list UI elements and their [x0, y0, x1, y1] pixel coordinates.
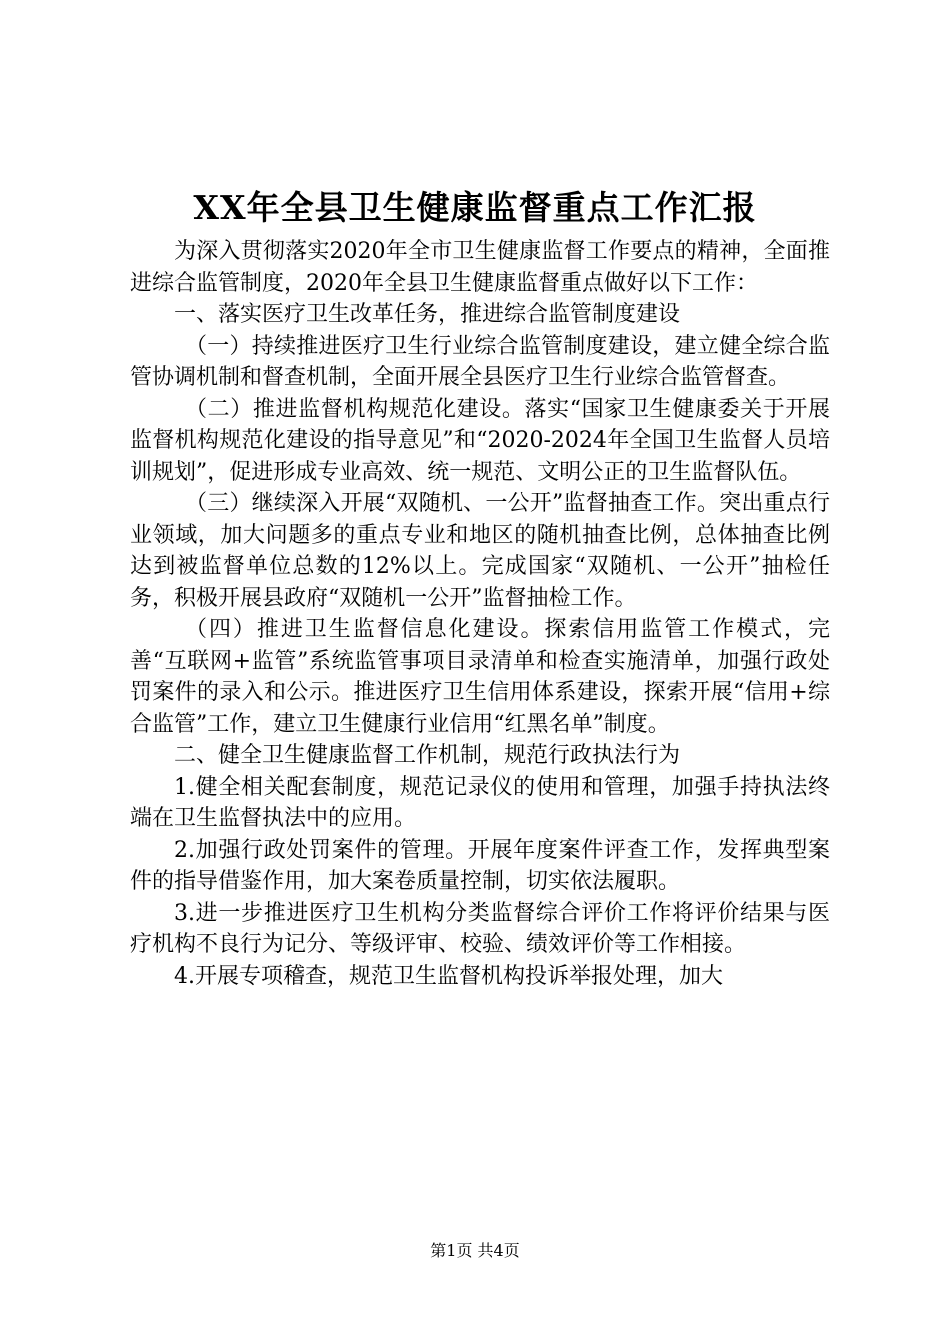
paragraph-point-1: 1.健全相关配套制度，规范记录仪的使用和管理，加强手持执法终端在卫生监督执法中的应用。: [130, 774, 830, 831]
document-body: [130, 236, 830, 992]
paragraph-intro: 为深入贯彻落实2020年全市卫生健康监督工作要点的精神，全面推进综合监管制度，2020年全县卫生健康监督重点做好以下工作：: [130, 239, 830, 296]
document-title: XX年全县卫生健康监督重点工作汇报: [193, 188, 757, 227]
paragraph-point-3: 3.进一步推进医疗卫生机构分类监督综合评价工作将评价结果与医疗机构不良行为记分、等级评审、校验、绩效评价等工作相接。: [130, 900, 830, 957]
paragraph-point-4: 4.开展专项稽查，规范卫生监督机构投诉举报处理，加大: [174, 963, 723, 989]
paragraph-item-2: （二）推进监督机构规范化建设。落实“国家卫生健康委关于开展监督机构规范化建设的指导意见”和“2020-2024年全国卫生监督人员培训规划”，促进形成专业高效、统一规范、文明公正的卫生监督队伍。: [130, 396, 830, 485]
paragraph-item-3: （三）继续深入开展“双随机、一公开”监督抽查工作。突出重点行业领域，加大问题多的重点专业和地区的随机抽查比例，总体抽查比例达到被监督单位总数的12%以上。完成国家“双随机、一公开”抽检任务，积极开展县政府“双随机一公开”监督抽检工作。: [130, 491, 830, 611]
paragraph-point-2: 2.加强行政处罚案件的管理。开展年度案件评查工作，发挥典型案件的指导借鉴作用，加大案卷质量控制，切实依法履职。: [130, 837, 830, 894]
page-footer: 第1页 共4页: [430, 1241, 520, 1260]
paragraph-item-1: （一）持续推进医疗卫生行业综合监管制度建设，建立健全综合监管协调机制和督查机制，全面开展全县医疗卫生行业综合监管督查。: [130, 333, 830, 390]
section-heading-2: 二、健全卫生健康监督工作机制，规范行政执法行为: [174, 743, 681, 768]
section-heading-1: 一、落实医疗卫生改革任务，推进综合监管制度建设: [174, 302, 681, 327]
paragraph-item-4: （四）推进卫生监督信息化建设。探索信用监管工作模式，完善“互联网+监管”系统监管事项目录清单和检查实施清单，加强行政处罚案件的录入和公示。推进医疗卫生信用体系建设，探索开展“信用+综合监管”工作，建立卫生健康行业信用“红黑名单”制度。: [130, 617, 830, 737]
